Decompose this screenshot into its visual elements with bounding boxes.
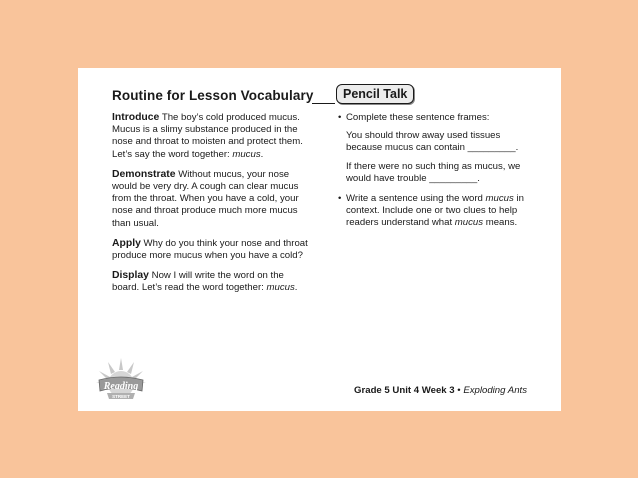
- pencil-talk-badge: Pencil Talk: [336, 84, 414, 104]
- display-word: mucus: [266, 282, 295, 294]
- grade-label: Grade 5 Unit 4 Week 3: [354, 385, 455, 396]
- bullet-item: [336, 112, 536, 124]
- introduce-end: .: [260, 148, 264, 160]
- reading-street-logo-icon: [94, 356, 148, 404]
- story-title: Exploding Ants: [463, 385, 527, 396]
- vocabulary-routine-column: [112, 88, 312, 303]
- demonstrate-paragraph: [112, 169, 312, 230]
- logo-graphic: [94, 356, 148, 404]
- vocab-word: mucus: [485, 193, 514, 205]
- title-underline: [312, 103, 335, 104]
- sentence-frame: If there were no such thing as mucus, we would have trouble _________.: [346, 160, 521, 184]
- introduce-word: mucus: [232, 148, 261, 160]
- display-term: Display: [112, 270, 149, 282]
- logo-subtext: STREET: [112, 394, 130, 399]
- bullet-text: Complete these sentence frames:: [346, 112, 490, 123]
- apply-text: Why do you think your nose and throat produce more mucus when you have a cold?: [112, 237, 308, 262]
- vocab-word: mucus: [454, 217, 484, 229]
- logo-text: Reading: [103, 381, 139, 392]
- footer-citation: [354, 385, 527, 396]
- display-paragraph: [112, 270, 312, 294]
- pencil-talk-column: [336, 84, 536, 236]
- introduce-term: Introduce: [112, 112, 160, 123]
- bullet-text: in context. Include one or two clues to help readers understand what: [346, 193, 524, 229]
- display-end: .: [294, 282, 298, 294]
- bullet-text: Write a sentence using the word: [346, 193, 486, 205]
- introduce-text: The boy’s cold produced mucus. Mucus is a slimy substance produced in the nose and throat to moisten and protect them. Let’s say the word together:: [112, 112, 303, 160]
- vocabulary-card: [78, 68, 561, 411]
- bullet-text: means.: [483, 217, 518, 229]
- sentence-frame: You should throw away used tissues because mucus can contain _________.: [346, 130, 519, 154]
- display-text: Now I will write the word on the board. Let’s read the word together:: [112, 270, 284, 294]
- introduce-paragraph: [112, 112, 312, 161]
- routine-title: Routine for Lesson Vocabulary: [112, 88, 314, 103]
- footer-separator: •: [454, 385, 464, 396]
- apply-term: Apply: [112, 237, 141, 249]
- demonstrate-text: Without mucus, your nose would be very dry. A cough can clear mucus from the throat. When you have a cold, your nose and throat produce much more mucus than usual.: [112, 168, 299, 229]
- demonstrate-term: Demonstrate: [112, 168, 176, 180]
- bullet-item: [336, 193, 536, 230]
- apply-paragraph: [112, 238, 312, 262]
